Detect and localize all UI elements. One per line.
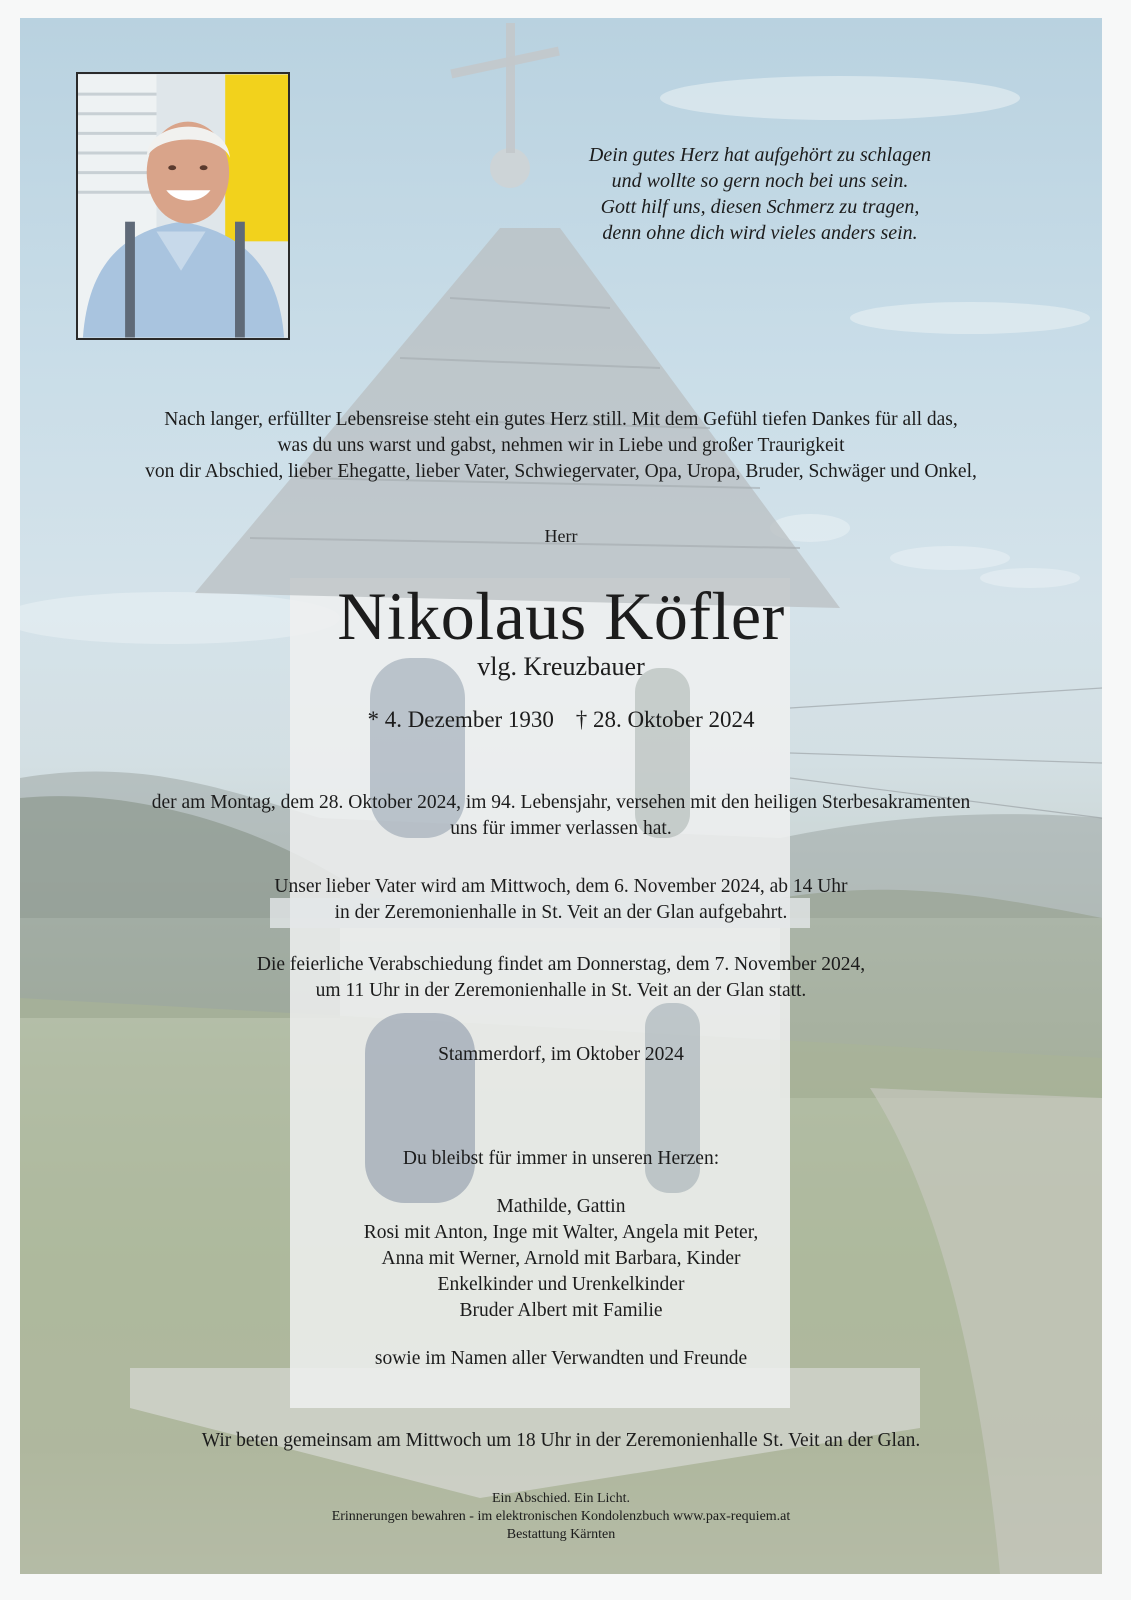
death-notice-line: der am Montag, dem 28. Oktober 2024, im 94. Lebensjahr, versehen mit den heiligen Sterbesakramenten [151, 792, 971, 813]
family-line: Rosi mit Anton, Inge mit Walter, Angela mit Peter, [363, 1222, 759, 1243]
memorial-poem [530, 142, 990, 246]
obituary-sheet [20, 18, 1102, 1574]
viewing-line: Unser lieber Vater wird am Mittwoch, dem 6. November 2024, ab 14 Uhr [274, 876, 848, 897]
poem-line: und wollte so gern noch bei uns sein. [611, 170, 909, 192]
death-notice-line: uns für immer verlassen hat. [450, 818, 672, 839]
footer-condolence-link: Erinnerungen bewahren - im elektronischen Kondolenzbuch www.pax-requiem.at [331, 1509, 791, 1524]
salutation: Herr [544, 526, 578, 546]
portrait-illustration [78, 74, 288, 338]
intro-text [20, 407, 1102, 485]
hearts-line: Du bleibst für immer in unseren Herzen: [402, 1148, 720, 1169]
life-dates [20, 705, 1102, 735]
place-date: Stammerdorf, im Oktober 2024 [438, 1044, 684, 1065]
intro-line: Nach langer, erfüllter Lebensreise steht ein gutes Herz still. Mit dem Gefühl tiefen Dankes für all das, [164, 409, 958, 430]
poem-line: Dein gutes Herz hat aufgehört zu schlagen [588, 144, 932, 166]
viewing-line: in der Zeremonienhalle in St. Veit an der Glan aufgebahrt. [334, 902, 788, 923]
viewing-notice [20, 874, 1102, 926]
family-line: Anna mit Werner, Arnold mit Barbara, Kinder [381, 1248, 741, 1269]
intro-line: von dir Abschied, lieber Ehegatte, lieber Vater, Schwiegervater, Opa, Uropa, Bruder, Schwäger und Onkel, [145, 461, 977, 482]
death-date: † 28. Oktober 2024 [575, 707, 755, 732]
farewell-line: Die feierliche Verabschiedung findet am Donnerstag, dem 7. November 2024, [256, 954, 866, 975]
family-line: Mathilde, Gattin [496, 1196, 626, 1217]
farewell-line: um 11 Uhr in der Zeremonienhalle in St. Veit an der Glan statt. [315, 980, 807, 1001]
prayer-notice: Wir beten gemeinsam am Mittwoch um 18 Uhr in der Zeremonienhalle St. Veit an der Glan. [201, 1430, 921, 1451]
family-line: Enkelkinder und Urenkelkinder [437, 1274, 685, 1295]
footer-undertaker: Bestattung Kärnten [506, 1527, 616, 1542]
poem-line: Gott hilf uns, diesen Schmerz zu tragen, [600, 196, 920, 218]
family-list [20, 1194, 1102, 1324]
poem-line: denn ohne dich wird vieles anders sein. [602, 222, 918, 244]
footer [20, 1490, 1102, 1544]
death-notice [20, 790, 1102, 842]
intro-line: was du uns warst und gabst, nehmen wir in Liebe und großer Traurigkeit [277, 435, 845, 456]
deceased-name: Nikolaus Köfler [337, 578, 785, 654]
birth-date: * 4. Dezember 1930 [367, 707, 554, 732]
portrait-photo [76, 72, 290, 340]
family-line: Bruder Albert mit Familie [459, 1300, 663, 1321]
footer-slogan: Ein Abschied. Ein Licht. [491, 1491, 631, 1506]
farewell-notice [20, 952, 1102, 1004]
relatives-line: sowie im Namen aller Verwandten und Freunde [374, 1348, 748, 1369]
house-name: vlg. Kreuzbauer [477, 652, 645, 681]
